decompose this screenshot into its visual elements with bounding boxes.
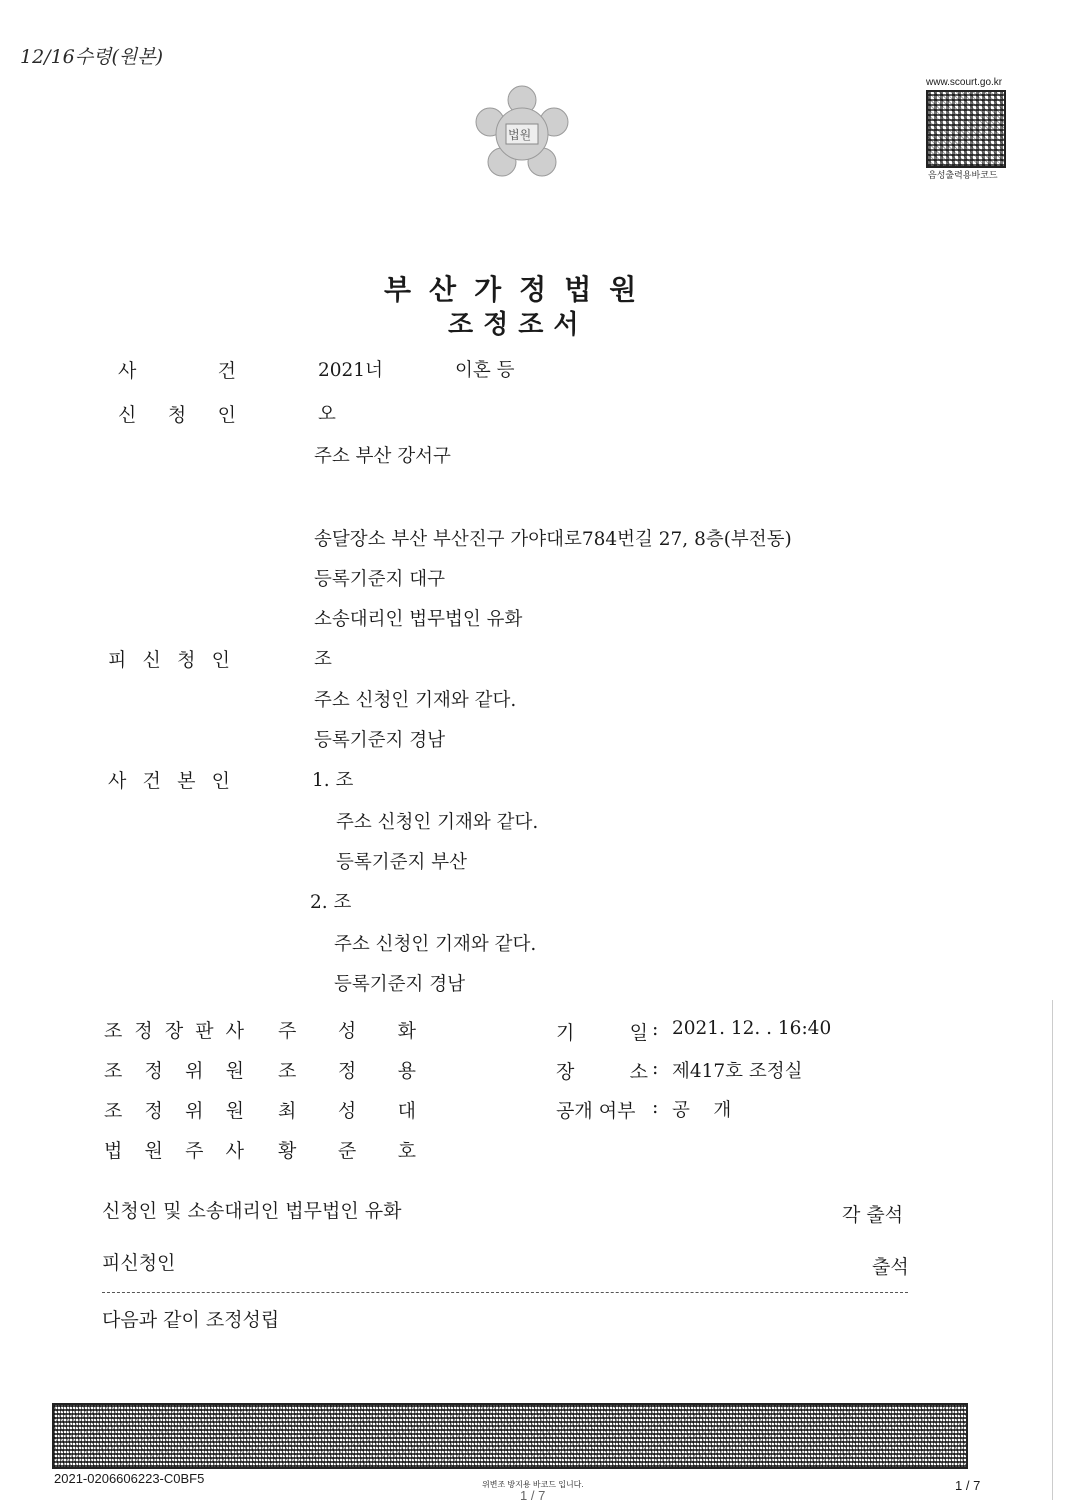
attendance-1-status: 각 출석 bbox=[842, 1204, 904, 1226]
public-colon: : bbox=[652, 1096, 659, 1118]
page-stamp: 1 / 7 bbox=[520, 1488, 546, 1503]
principals-label: 사 건 본 인 bbox=[108, 770, 230, 792]
principal-2-name: 2. 조 bbox=[310, 892, 352, 913]
public-value: 공 개 bbox=[672, 1100, 732, 1121]
court-seal-icon bbox=[470, 82, 574, 186]
official-4-name: 황 준 호 bbox=[278, 1140, 416, 1162]
respondent-name: 조 bbox=[314, 649, 332, 670]
principal-2-registry: 등록기준지 경남 bbox=[334, 974, 465, 995]
attendance-1-party: 신청인 및 소송대리인 법무법인 유화 bbox=[102, 1200, 402, 1222]
official-3-role: 조 정 위 원 bbox=[104, 1100, 244, 1122]
principal-1-address: 주소 신청인 기재와 같다. bbox=[336, 812, 539, 833]
respondent-registry: 등록기준지 경남 bbox=[314, 730, 445, 751]
qr-caption: 음성출력용바코드 bbox=[928, 170, 998, 180]
date-label: 기 일 bbox=[556, 1022, 648, 1044]
handwritten-note: 12/16수령(원본) bbox=[20, 46, 163, 68]
case-label: 사 건 bbox=[118, 360, 236, 382]
place-colon: : bbox=[652, 1057, 659, 1079]
document-id: 2021-0206606223-C0BF5 bbox=[54, 1471, 205, 1486]
official-4-role: 법 원 주 사 bbox=[104, 1140, 244, 1162]
principal-1-name: 1. 조 bbox=[312, 770, 354, 791]
court-website: www.scourt.go.kr bbox=[926, 77, 1003, 88]
applicant-delivery: 송달장소 부산 부산진구 가야대로784번길 27, 8층(부전동) bbox=[314, 529, 792, 550]
qr-code bbox=[926, 90, 1006, 168]
official-1-role: 조 정 장 판 사 bbox=[104, 1020, 244, 1042]
official-2-name: 조 정 용 bbox=[278, 1060, 416, 1082]
case-type: 이혼 등 bbox=[455, 360, 515, 381]
document-title: 조정조서 bbox=[448, 310, 589, 340]
public-label: 공개 여부 bbox=[556, 1100, 636, 1122]
principal-1-registry: 등록기준지 부산 bbox=[336, 852, 467, 873]
respondent-label: 피 신 청 인 bbox=[108, 649, 230, 671]
case-number: 2021너 bbox=[318, 360, 383, 381]
date-value: 2021. 12. . 16:40 bbox=[672, 1018, 832, 1039]
official-3-name: 최 성 대 bbox=[278, 1100, 416, 1122]
attendance-2-status: 출석 bbox=[872, 1256, 909, 1278]
date-colon: : bbox=[652, 1018, 659, 1040]
applicant-name: 오 bbox=[318, 404, 336, 425]
place-value: 제417호 조정실 bbox=[672, 1061, 803, 1082]
page-number: 1 / 7 bbox=[955, 1478, 981, 1493]
respondent-address: 주소 신청인 기재와 같다. bbox=[314, 690, 517, 711]
principal-2-address: 주소 신청인 기재와 같다. bbox=[334, 934, 537, 955]
place-label: 장 소 bbox=[556, 1061, 648, 1083]
official-1-name: 주 성 화 bbox=[278, 1020, 416, 1042]
applicant-agent: 소송대리인 법무법인 유화 bbox=[314, 609, 523, 630]
dashed-divider bbox=[102, 1292, 908, 1293]
court-title: 부산가정법원 bbox=[384, 273, 655, 306]
seal-text: 법원 bbox=[508, 128, 532, 142]
result-text: 다음과 같이 조정성립 bbox=[102, 1309, 280, 1331]
scan-edge-line bbox=[1052, 1000, 1053, 1500]
barcode-caption: 위변조 방지용 바코드 입니다. bbox=[482, 1480, 584, 1489]
applicant-registry: 등록기준지 대구 bbox=[314, 569, 445, 590]
attendance-2-party: 피신청인 bbox=[102, 1252, 176, 1274]
applicant-address: 주소 부산 강서구 bbox=[314, 446, 451, 467]
applicant-label: 신 청 인 bbox=[118, 404, 236, 426]
official-2-role: 조 정 위 원 bbox=[104, 1060, 244, 1082]
security-barcode bbox=[52, 1403, 968, 1469]
